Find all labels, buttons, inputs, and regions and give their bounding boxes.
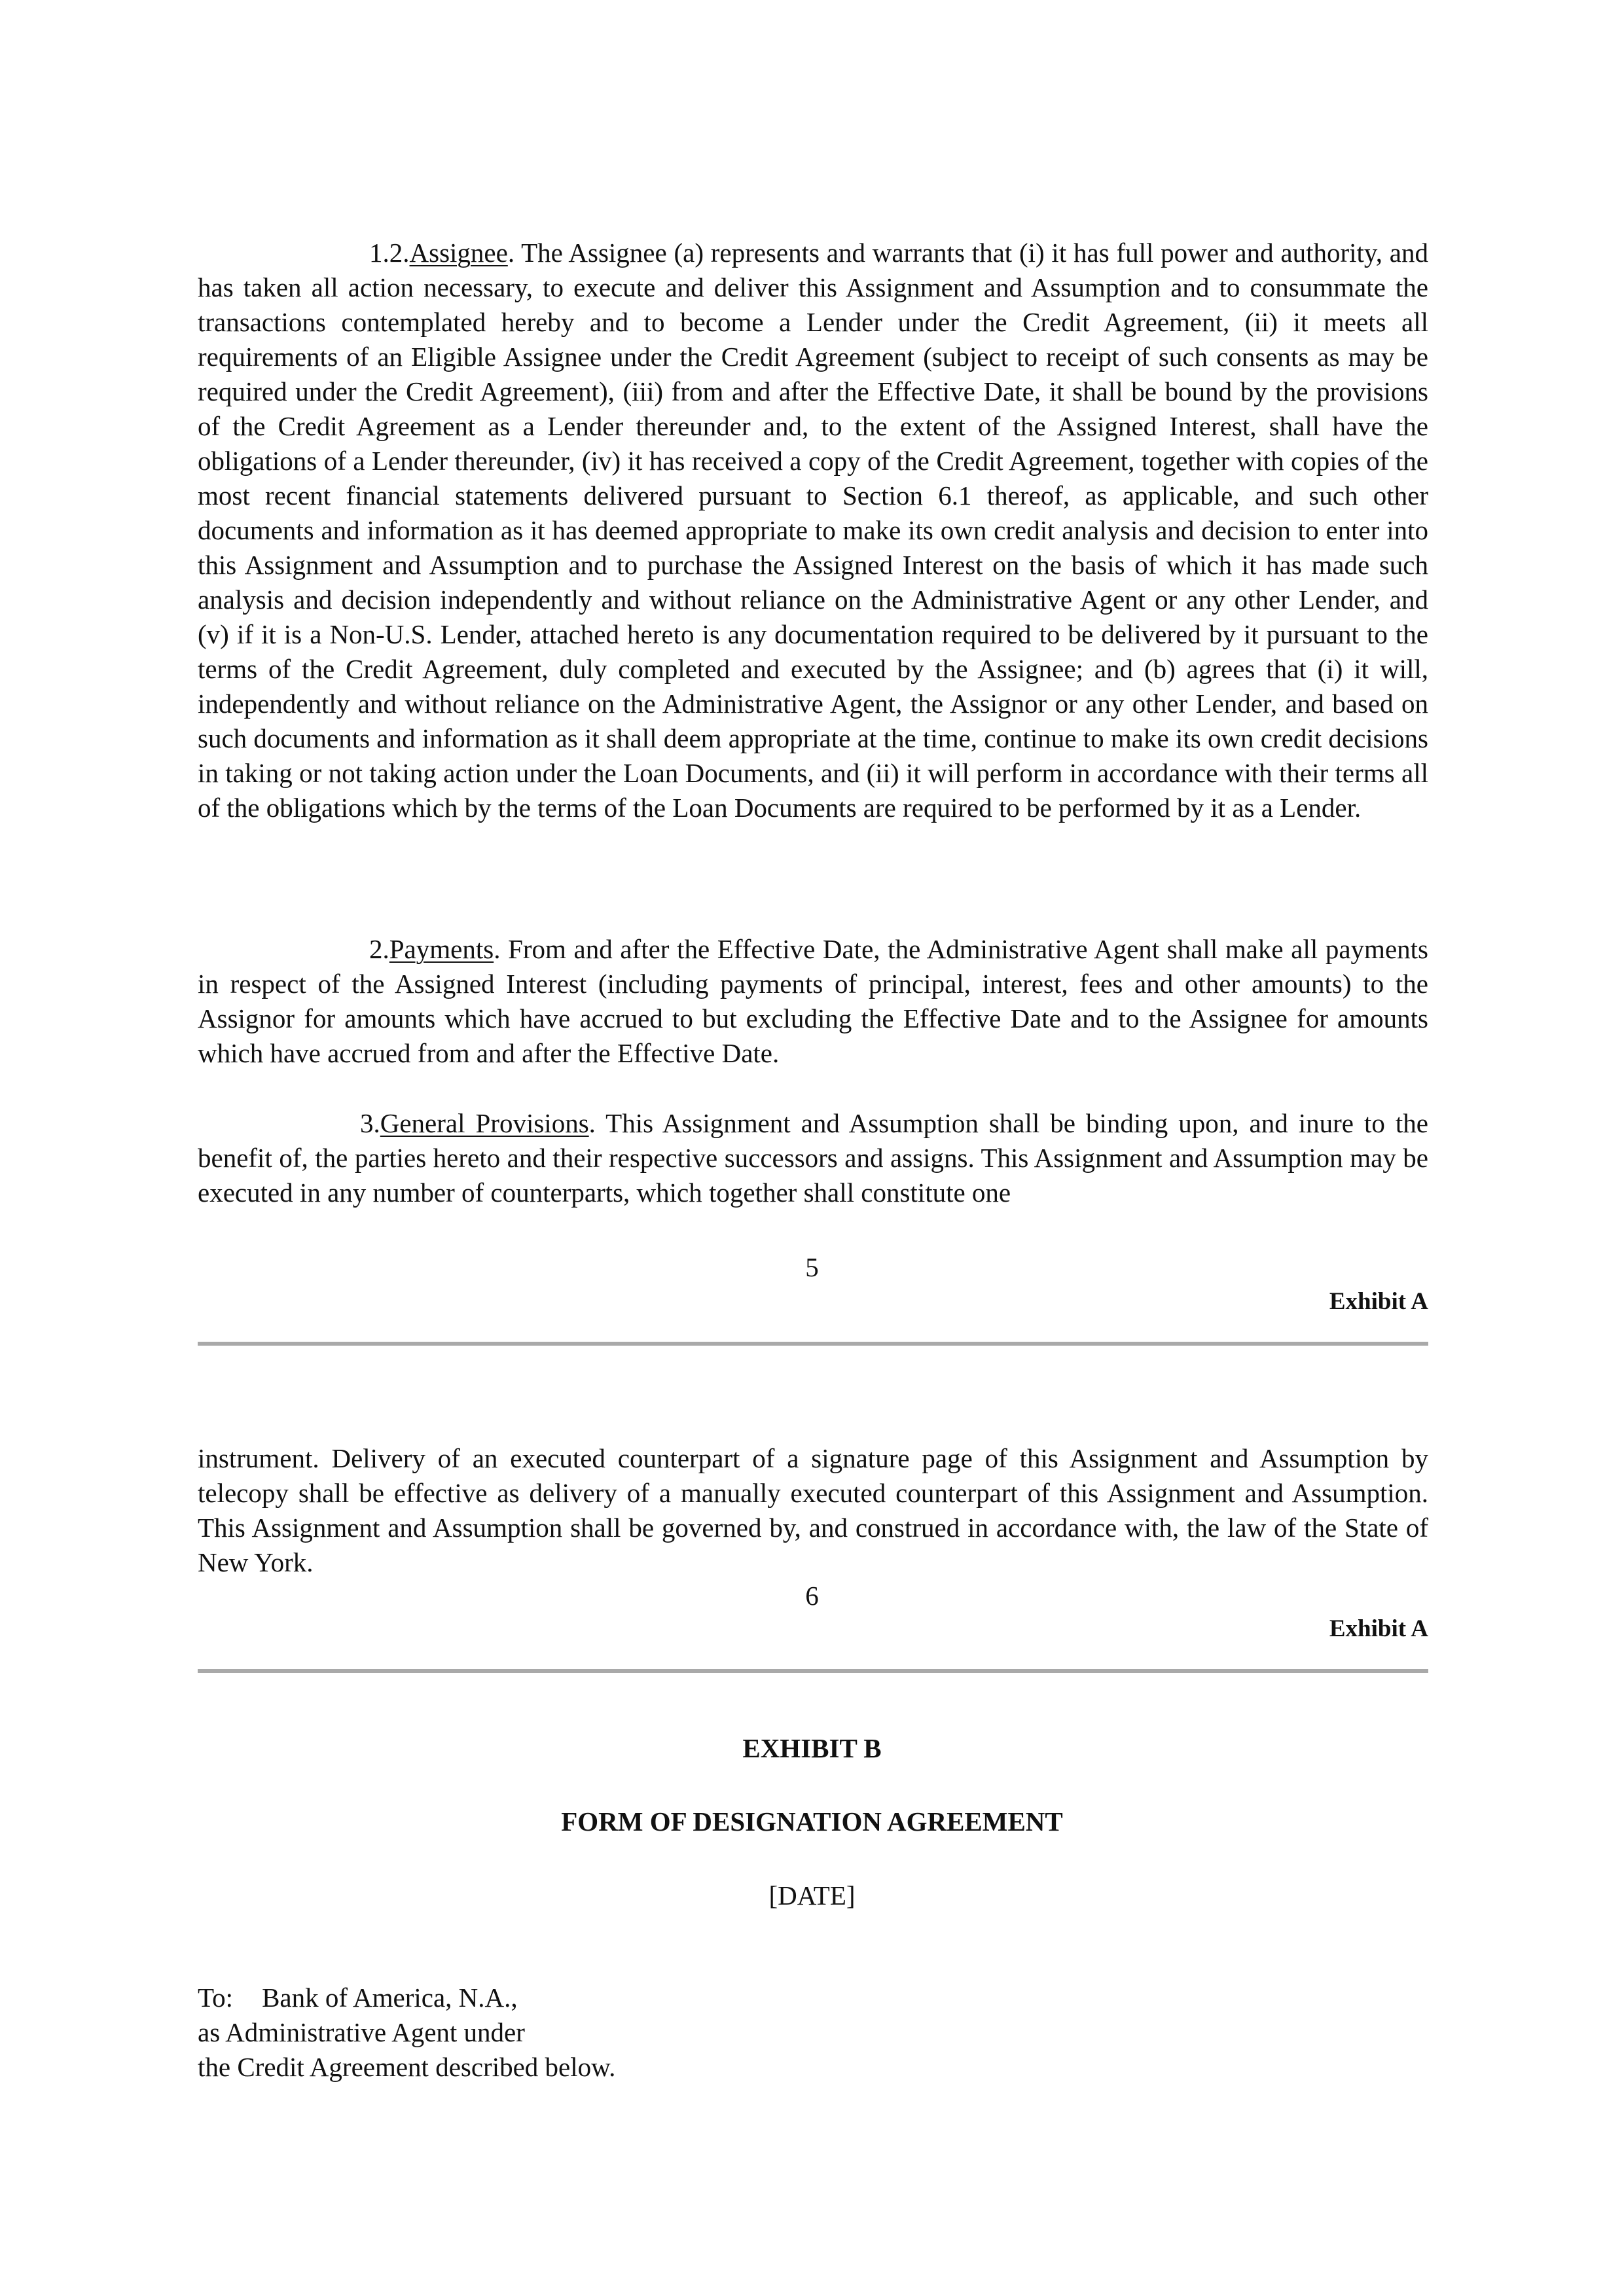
section-1-2-heading: Assignee (409, 238, 508, 268)
address-to-label: To: (198, 1982, 234, 2013)
section-2-paragraph (198, 932, 1428, 1071)
exhibit-a-label-page-5: Exhibit A (1329, 1288, 1428, 1315)
section-1-2-text: . The Assignee (a) represents and warrants that (i) it has full power and authority, and has taken all action necessary, to execute and deliver this Assignment and Assumption and to consummate the transactions contemplated hereby and to become a Lender under the Credit Agreement, (ii) it meets all requirements of an Eligible Assignee under the Credit Agreement (subject to receipt of such consents as may be required under the Credit Agreement), (iii) from and after the Effective Date, it shall be bound by the provisions of the Credit Agreement as a Lender thereunder and, to the extent of the Assigned Interest, shall have the obligations of a Lender thereunder, (iv) it has received a copy of the Credit Agreement, together with copies of the most recent financial statements delivered pursuant to Section 6.1 thereof, as applicable, and such other documents and information as it has deemed appropriate to make its own credit analysis and decision to enter into this Assignment and Assumption and to purchase the Assigned Interest on the basis of which it has made such analysis and decision independently and without reliance on the Administrative Agent or any other Lender, and (v) if it is a Non-U.S. Lender, attached hereto is any documentation required to be delivered by it pursuant to the terms of the Credit Agreement, duly completed and executed by the Assignee; and (b) agrees that (i) it will, independently and without reliance on the Administrative Agent, the Assignor or any other Lender, and based on such documents and information as it shall deem appropriate at the time, continue to make its own credit decisions in taking or not taking action under the Loan Documents, and (ii) it will perform in accordance with their terms all of the obligations which by the terms of the Loan Documents are required to be performed by it as a Lender. (198, 238, 1428, 823)
exhibit-b-title: EXHIBIT B (742, 1733, 882, 1763)
address-block (198, 1981, 983, 2085)
section-2-text: . From and after the Effective Date, the Administrative Agent shall make all payments in respect of the Assigned Interest (including payments of principal, interest, fees and other amounts) to the Assignor for amounts which have accrued to but excluding the Effective Date and to the Assignee for amounts which have accrued from and after the Effective Date. (198, 934, 1428, 1068)
continuation-paragraph: instrument. Delivery of an executed counterpart of a signature page of this Assignment and Assumption by telecopy shall be effective as delivery of a manually executed counterpart of this Assignment and Assumption. This Assignment and Assumption shall be governed by, and construed in accordance with, the law of the State of New York. (198, 1443, 1428, 1577)
address-line-1 (198, 1981, 983, 2015)
address-line-2: as Administrative Agent under (198, 2017, 525, 2047)
section-3-paragraph (198, 1106, 1428, 1210)
section-3-text: . This Assignment and Assumption shall be binding upon, and inure to the benefit of, the parties hereto and their respective successors and assigns. This Assignment and Assumption may be executed in any number of counterparts, which together shall constitute one (198, 1108, 1428, 1208)
section-1-2 (198, 236, 1428, 825)
section-2-heading: Payments (389, 934, 494, 964)
page-break-divider-2 (198, 1669, 1428, 1673)
exhibit-b-subtitle: FORM OF DESIGNATION AGREEMENT (561, 1806, 1063, 1837)
section-2-number: 2. (369, 934, 389, 964)
section-2 (198, 932, 1428, 1071)
continuation-block (198, 1441, 1428, 1580)
exhibit-a-label-page-6: Exhibit A (1329, 1615, 1428, 1642)
address-recipient: Bank of America, N.A., (262, 1982, 518, 2013)
address-line-3: the Credit Agreement described below. (198, 2052, 616, 2082)
page-break-divider-1 (198, 1342, 1428, 1346)
section-3 (198, 1106, 1428, 1210)
section-1-2-paragraph (198, 236, 1428, 825)
section-3-number: 3. (360, 1108, 380, 1138)
page-number-6: 6 (805, 1581, 819, 1611)
section-1-2-number: 1.2. (369, 238, 410, 268)
page-number-5: 5 (805, 1252, 819, 1282)
section-3-heading: General Provisions (380, 1108, 589, 1138)
exhibit-b-date: [DATE] (768, 1880, 856, 1910)
